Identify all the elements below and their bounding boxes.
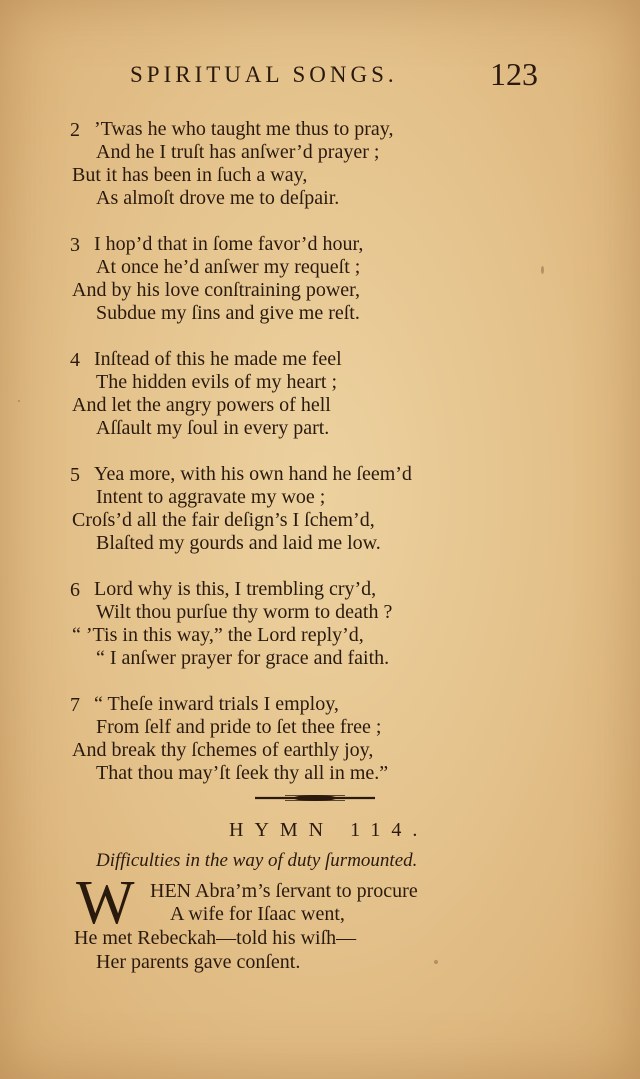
verse-3 — [0, 232, 640, 347]
verse-line: From ſelf and pride to ſet thee free ; — [96, 716, 382, 738]
hymn-line: He met Rebeckah—told his wiſh— — [74, 927, 357, 949]
verse-number: 6 — [70, 579, 80, 601]
verse-line: The hidden evils of my heart ; — [96, 371, 338, 393]
verse-line: “ Theſe inward trials I employ, — [94, 693, 339, 715]
drop-cap: W — [76, 869, 135, 937]
verse-7 — [0, 692, 640, 807]
verse-number: 2 — [70, 119, 80, 141]
paper-speck — [18, 400, 20, 402]
verse-line: Intent to aggravate my woe ; — [96, 486, 326, 508]
verse-2 — [0, 117, 640, 232]
verse-line: “ ’Tis in this way,” the Lord reply’d, — [72, 624, 364, 646]
verse-line: Inſtead of this he made me feel — [94, 348, 342, 370]
verse-line: Wilt thou purſue thy worm to death ? — [96, 601, 393, 623]
verse-line: And by his love conſtraining power, — [72, 279, 361, 301]
verse-line: ’Twas he who taught me thus to pray, — [94, 118, 394, 140]
verse-line: I hop’d that in ſome favor’d hour, — [94, 233, 364, 255]
verse-number: 3 — [70, 234, 80, 256]
verse-6 — [0, 577, 640, 692]
verses — [0, 117, 640, 807]
verse-number: 4 — [70, 349, 80, 371]
hymn-line: Her parents gave conſent. — [96, 951, 301, 973]
verse-line: Croſs’d all the fair deſign’s I ſchem’d, — [72, 509, 375, 531]
verse-number: 5 — [70, 464, 80, 486]
hymn-title: HYMN 114. — [229, 819, 429, 841]
page-header — [0, 56, 640, 102]
hymn-subtitle: Difficulties in the way of duty ſurmounted. — [96, 850, 418, 871]
verse-number: 7 — [70, 694, 80, 716]
verse-line: Aſſault my ſoul in every part. — [96, 417, 330, 439]
verse-4 — [0, 347, 640, 462]
running-head: SPIRITUAL SONGS. — [130, 62, 398, 87]
paper-speck — [434, 960, 438, 964]
verse-line: But it has been in ſuch a way, — [72, 164, 308, 186]
ornament-divider — [255, 793, 375, 803]
verse-line: Subdue my ſins and give me reſt. — [96, 302, 360, 324]
verse-line: And he I truſt has anſwer’d prayer ; — [96, 141, 380, 163]
verse-line: Blaſted my gourds and laid me low. — [96, 532, 381, 554]
verse-line: And break thy ſchemes of earthly joy, — [72, 739, 374, 761]
verse-line: “ I anſwer prayer for grace and faith. — [96, 647, 390, 669]
verse-5 — [0, 462, 640, 577]
verse-line: That thou may’ſt ſeek thy all in me.” — [96, 762, 389, 784]
page-number: 123 — [490, 56, 538, 92]
verse-line: Lord why is this, I trembling cry’d, — [94, 578, 377, 600]
paper-speck — [541, 266, 544, 274]
verse-line: At once he’d anſwer my requeſt ; — [96, 256, 361, 278]
verse-line: And let the angry powers of hell — [72, 394, 331, 416]
hymn-line: HEN Abra’m’s ſervant to procure — [150, 880, 418, 902]
verse-line: Yea more, with his own hand he ſeem’d — [94, 463, 412, 485]
hymn-line: A wife for Iſaac went, — [170, 903, 345, 925]
verse-line: As almoſt drove me to deſpair. — [96, 187, 340, 209]
